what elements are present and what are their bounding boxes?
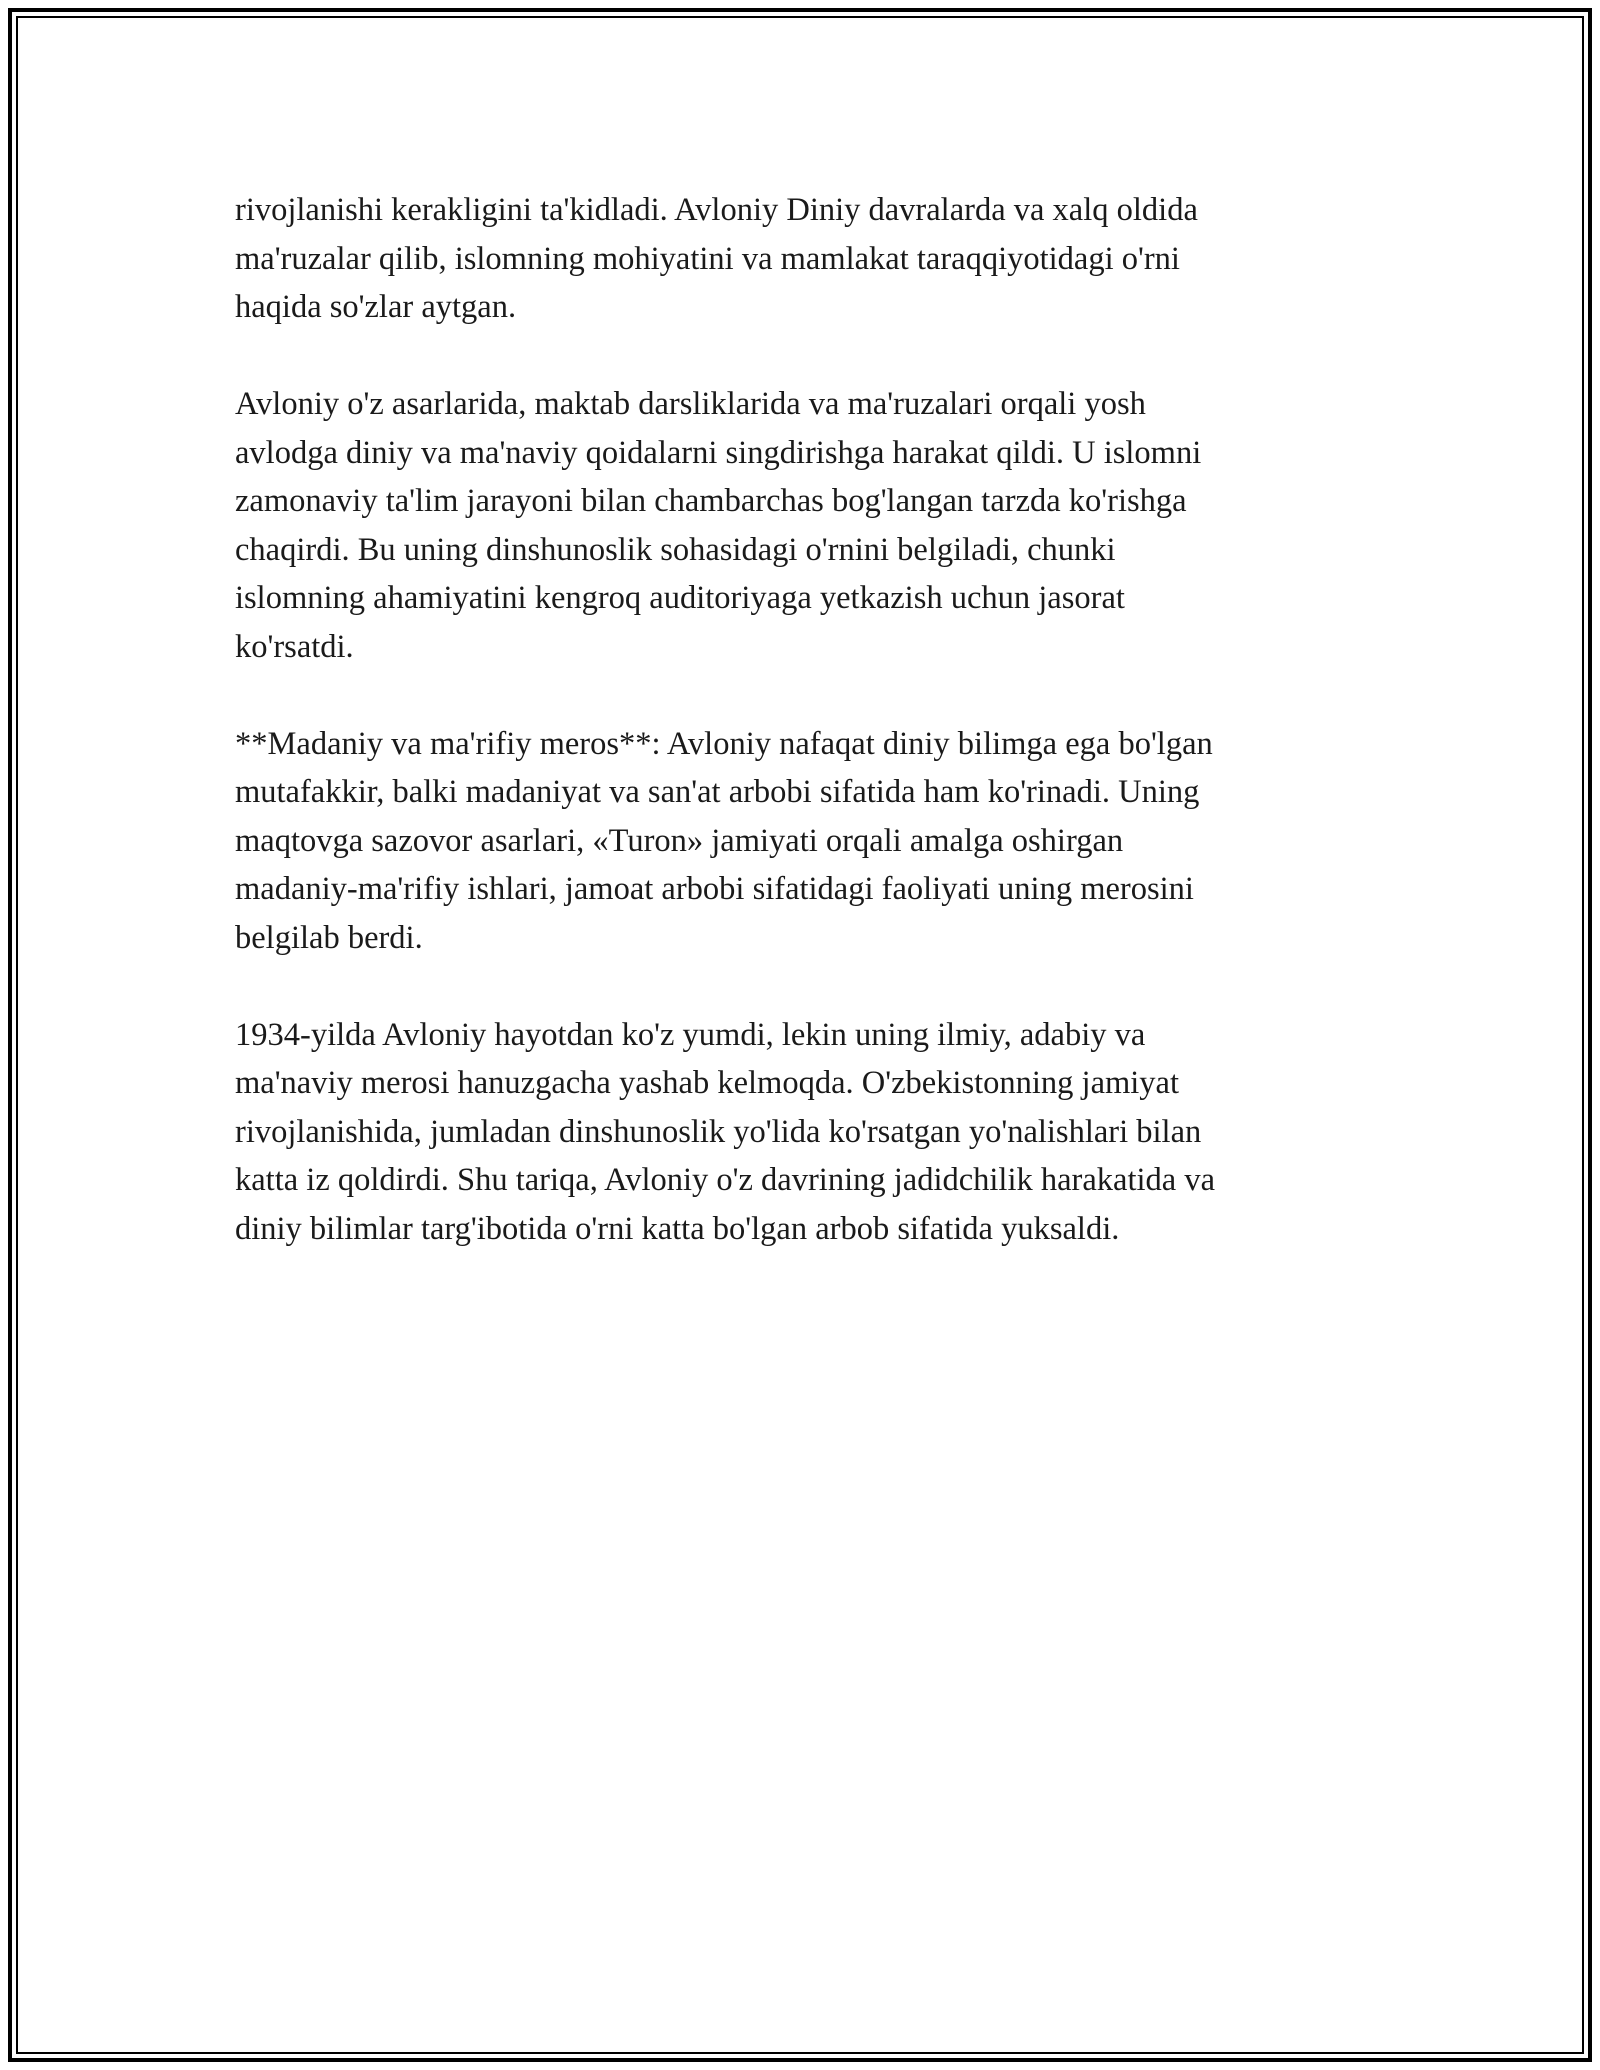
text-line: avlodga diniy va ma'naviy qoidalarni singdirishga harakat qildi. U islomni <box>235 434 1202 471</box>
text-line: 1934-yilda Avloniy hayotdan ko'z yumdi, lekin uning ilmiy, adabiy va <box>235 1016 1146 1053</box>
paragraph <box>235 720 1365 963</box>
paragraph <box>235 1011 1365 1254</box>
text-line: ma'naviy merosi hanuzgacha yashab kelmoqda. O'zbekistonning jamiyat <box>235 1065 1180 1101</box>
text-line: chaqirdi. Bu uning dinshunoslik sohasidagi o'rnini belgiladi, chunki <box>235 531 1116 568</box>
text-line: haqida so'zlar aytgan. <box>235 289 517 325</box>
text-line: Avloniy o'z asarlarida, maktab darsliklarida va ma'ruzalari orqali yosh <box>235 386 1146 422</box>
text-line: madaniy-ma'rifiy ishlari, jamoat arbobi sifatidagi faoliyati uning merosini <box>235 871 1194 907</box>
text-line: katta iz qoldirdi. Shu tariqa, Avloniy o'z davrining jadidchilik harakatida va <box>235 1162 1215 1198</box>
text-line: maqtovga sazovor asarlari, «Turon» jamiyati orqali amalga oshirgan <box>235 822 1124 859</box>
paragraph <box>235 186 1365 332</box>
document-body <box>235 186 1365 1302</box>
text-line: islomning ahamiyatini kengroq auditoriyaga yetkazish uchun jasorat <box>235 580 1125 616</box>
text-line: rivojlanishi kerakligini ta'kidladi. Avloniy Diniy davralarda va xalq oldida <box>235 192 1198 228</box>
text-line: **Madaniy va ma'rifiy meros**: Avloniy nafaqat diniy bilimga ega bo'lgan <box>235 725 1213 762</box>
text-line: zamonaviy ta'lim jarayoni bilan chambarchas bog'langan tarzda ko'rishga <box>235 483 1187 519</box>
paragraph <box>235 380 1365 671</box>
text-line: ko'rsatdi. <box>235 628 354 665</box>
text-line: diniy bilimlar targ'ibotida o'rni katta bo'lgan arbob sifatida yuksaldi. <box>235 1210 1120 1247</box>
text-line: ma'ruzalar qilib, islomning mohiyatini va mamlakat taraqqiyotidagi o'rni <box>235 240 1180 277</box>
text-line: belgilab berdi. <box>235 919 423 956</box>
text-line: mutafakkir, balki madaniyat va san'at arbobi sifatida ham ko'rinadi. Uning <box>235 774 1200 810</box>
text-line: rivojlanishida, jumladan dinshunoslik yo'lida ko'rsatgan yo'nalishlari bilan <box>235 1113 1202 1150</box>
